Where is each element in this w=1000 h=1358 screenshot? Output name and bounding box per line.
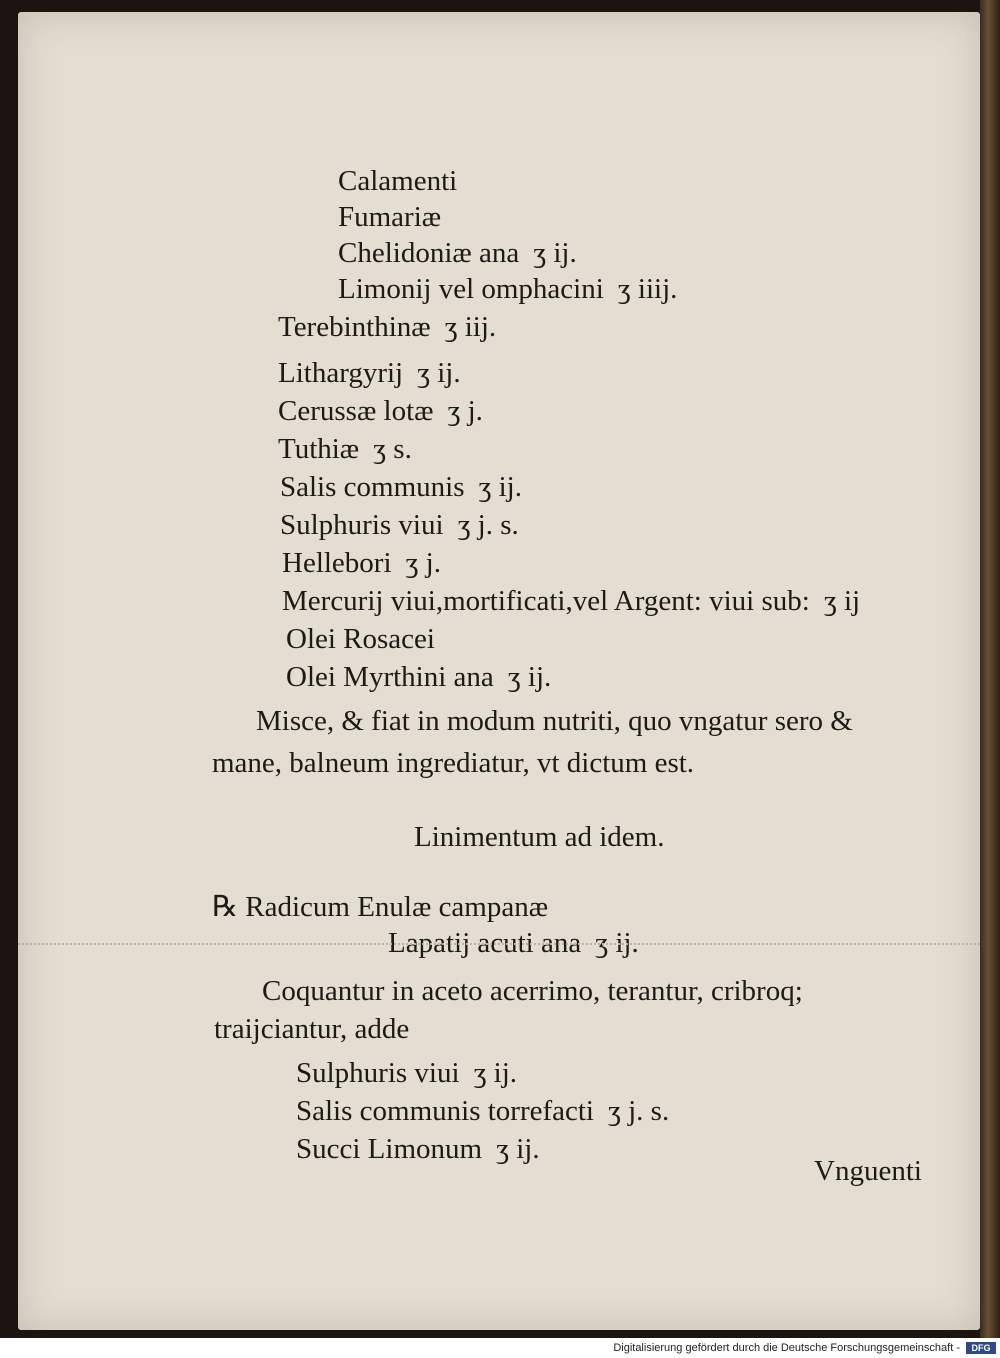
text-line: Calamenti [338,165,458,197]
text-line: Terebinthinæ ʒ iij. [278,311,497,343]
text-line: Succi Limonum ʒ ij. [296,1133,540,1165]
section-heading: Linimentum ad idem. [414,821,665,853]
text-line: Salis communis torrefacti ʒ j. s. [296,1095,670,1127]
text-line: Sulphuris viui ʒ ij. [296,1057,518,1089]
dotted-rule [18,943,980,945]
book-spine [980,0,1000,1338]
text-line: Limonij vel omphacini ʒ iiij. [338,273,678,305]
footer-credit: Digitalisierung gefördert durch die Deutsche Forschungsgemeinschaft - [613,1342,960,1354]
text-line: mane, balneum ingrediatur, vt dictum est. [212,747,695,779]
text-line: Sulphuris viui ʒ j. s. [280,509,519,541]
text-line: traijciantur, adde [214,1013,410,1045]
text-line: Cerussæ lotæ ʒ j. [278,395,483,427]
text-line: Lapatij acuti ana ʒ ij. [388,927,639,959]
text-line: Misce, & fiat in modum nutriti, quo vngatur sero & [256,705,853,737]
dfg-logo: DFG [966,1342,996,1354]
footer-bar [0,1338,1000,1358]
text-line: Olei Rosacei [286,623,435,655]
text-line: Olei Myrthini ana ʒ ij. [286,661,552,693]
text-line: ℞ Radicum Enulæ campanæ [212,891,549,923]
text-line: Fumariæ [338,201,442,233]
catchword: Vnguenti [814,1155,922,1187]
text-line: Hellebori ʒ j. [282,547,441,579]
text-line: Chelidoniæ ana ʒ ij. [338,237,577,269]
text-line: Lithargyrij ʒ ij. [278,357,461,389]
text-line: Tuthiæ ʒ s. [278,433,412,465]
book-page [18,12,980,1330]
text-line: Mercurij viui,mortificati,vel Argent: viui sub: ʒ ij [282,585,861,617]
text-line: Salis communis ʒ ij. [280,471,522,503]
text-line: Coquantur in aceto acerrimo, terantur, cribroq; [262,975,803,1007]
